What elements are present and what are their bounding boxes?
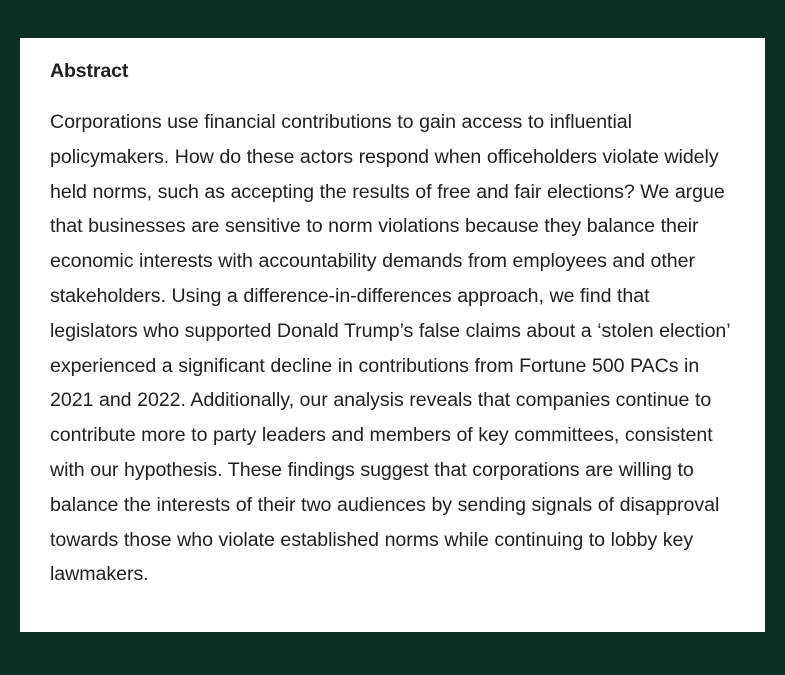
abstract-body-text: Corporations use financial contributions to gain access to influential policymakers. How do these actors respond when officeholders violate widely held norms, such as accepting the results of free and fair elections? We argue that businesses are sensitive to norm violations because they balance their economic interests with accountability demands from employees and other stakeholders. Using a difference-in-differences approach, we find that legislators who supported Donald Trump’s false claims about a ‘stolen election’ experienced a significant decline in contributions from Fortune 500 PACs in 2021 and 2022. Additionally, our analysis reveals that companies continue to contribute more to party leaders and members of key committees, consistent with our hypothesis. These findings suggest that corporations are willing to balance the interests of their two audiences by sending signals of disapproval towards those who violate established norms while continuing to lobby key lawmakers. <box>50 111 730 586</box>
abstract-card <box>20 38 765 632</box>
abstract-heading: Abstract <box>50 60 129 82</box>
